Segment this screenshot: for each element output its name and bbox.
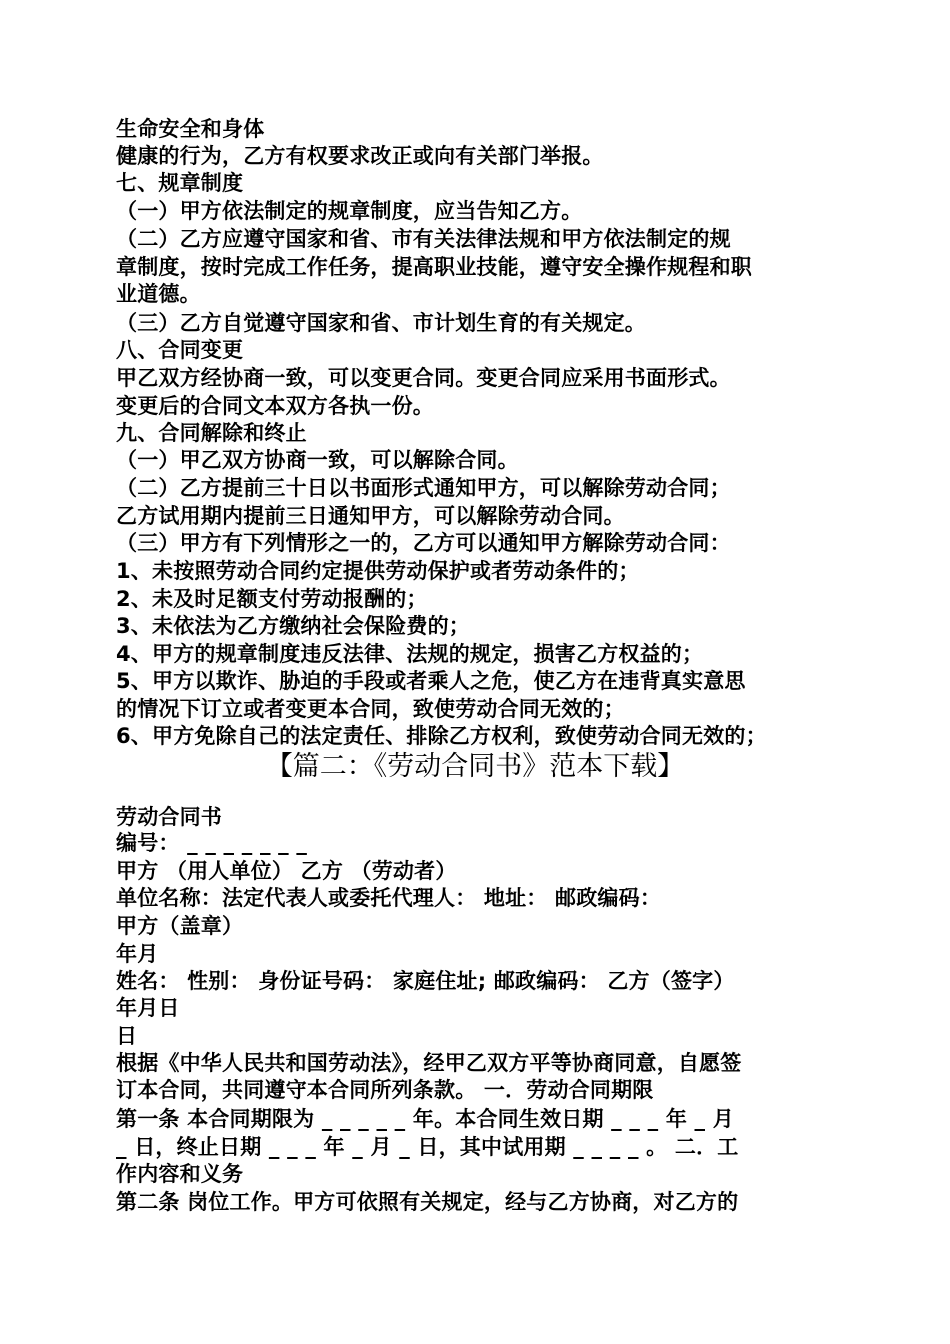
- text-line: 变更后的合同文本双方各执一份。: [116, 394, 434, 418]
- text-line: 业道德。: [116, 282, 201, 306]
- text-line: （二）乙方应遵守国家和省、市有关法律法规和甲方依法制定的规: [116, 227, 731, 251]
- document-heading: 【篇二：《劳动合同书》范本下载】: [265, 751, 685, 782]
- text-line: 甲乙双方经协商一致，可以变更合同。变更合同应采用书面形式。: [116, 366, 731, 390]
- contract-title: 劳动合同书: [116, 805, 222, 829]
- list-item: 2、未及时足额支付劳动报酬的；: [116, 587, 428, 611]
- text-line: 第二条 岗位工作。甲方可依照有关规定，经与乙方协商，对乙方的: [116, 1190, 739, 1214]
- text-line: 甲方（盖章）: [116, 914, 244, 938]
- text-line: 章制度，按时完成工作任务，提高职业技能，遵守安全操作规程和职: [116, 255, 752, 279]
- parties-line: 甲方 （用人单位） 乙方 （劳动者）: [116, 859, 457, 883]
- text-line: 生命安全和身体: [116, 117, 265, 141]
- text-line: （三）乙方自觉遵守国家和省、市计划生育的有关规定。: [116, 311, 646, 335]
- text-line: （一）甲乙双方协商一致，可以解除合同。: [116, 448, 519, 472]
- list-item: 6、甲方免除自己的法定责任、排除乙方权利，致使劳动合同无效的；: [116, 724, 767, 748]
- text-line: 年月日: [116, 996, 180, 1020]
- text-line: 日: [116, 1024, 138, 1048]
- section-heading: 八、合同变更: [116, 338, 244, 362]
- section-heading: 九、合同解除和终止: [116, 421, 307, 445]
- text-line: （三）甲方有下列情形之一的，乙方可以通知甲方解除劳动合同：: [116, 531, 731, 555]
- text-line: （一）甲方依法制定的规章制度，应当告知乙方。: [116, 199, 583, 223]
- text-line: 订本合同，共同遵守本合同所列条款。 一．劳动合同期限: [116, 1078, 654, 1102]
- text-line: 单位名称：法定代表人或委托代理人： 地址： 邮政编码：: [116, 886, 662, 910]
- text-line: _ 日，终止日期 _ _ _ 年 _ 月 _ 日，其中试用期 _ _ _ _ 。 二．工: [116, 1135, 739, 1159]
- text-line: 健康的行为，乙方有权要求改正或向有关部门举报。: [116, 144, 604, 168]
- text-line: 第一条 本合同期限为 _ _ _ _ _ 年。本合同生效日期 _ _ _ 年 _ 月: [116, 1107, 734, 1131]
- text-line: 年月: [116, 942, 159, 966]
- list-item: 3、未依法为乙方缴纳社会保险费的；: [116, 614, 471, 638]
- list-item: 4、甲方的规章制度违反法律、法规的规定，损害乙方权益的；: [116, 642, 704, 666]
- list-item: 1、未按照劳动合同约定提供劳动保护或者劳动条件的；: [116, 559, 640, 583]
- text-line: （二）乙方提前三十日以书面形式通知甲方，可以解除劳动合同；: [116, 476, 731, 500]
- contract-number-line: 编号： _ _ _ _ _ _ _: [116, 831, 308, 855]
- text-line: 根据《中华人民共和国劳动法》，经甲乙双方平等协商同意，自愿签: [116, 1051, 742, 1075]
- text-line: 作内容和义务: [116, 1162, 244, 1186]
- text-line: 乙方试用期内提前三日通知甲方，可以解除劳动合同。: [116, 504, 625, 528]
- text-line: 姓名： 性别： 身份证号码： 家庭住址; 邮政编码： 乙方（签字）: [116, 969, 735, 993]
- text-line: 的情况下订立或者变更本合同，致使劳动合同无效的；: [116, 697, 625, 721]
- section-heading: 七、规章制度: [116, 171, 244, 195]
- list-item: 5、甲方以欺诈、胁迫的手段或者乘人之危，使乙方在违背真实意思: [116, 669, 746, 693]
